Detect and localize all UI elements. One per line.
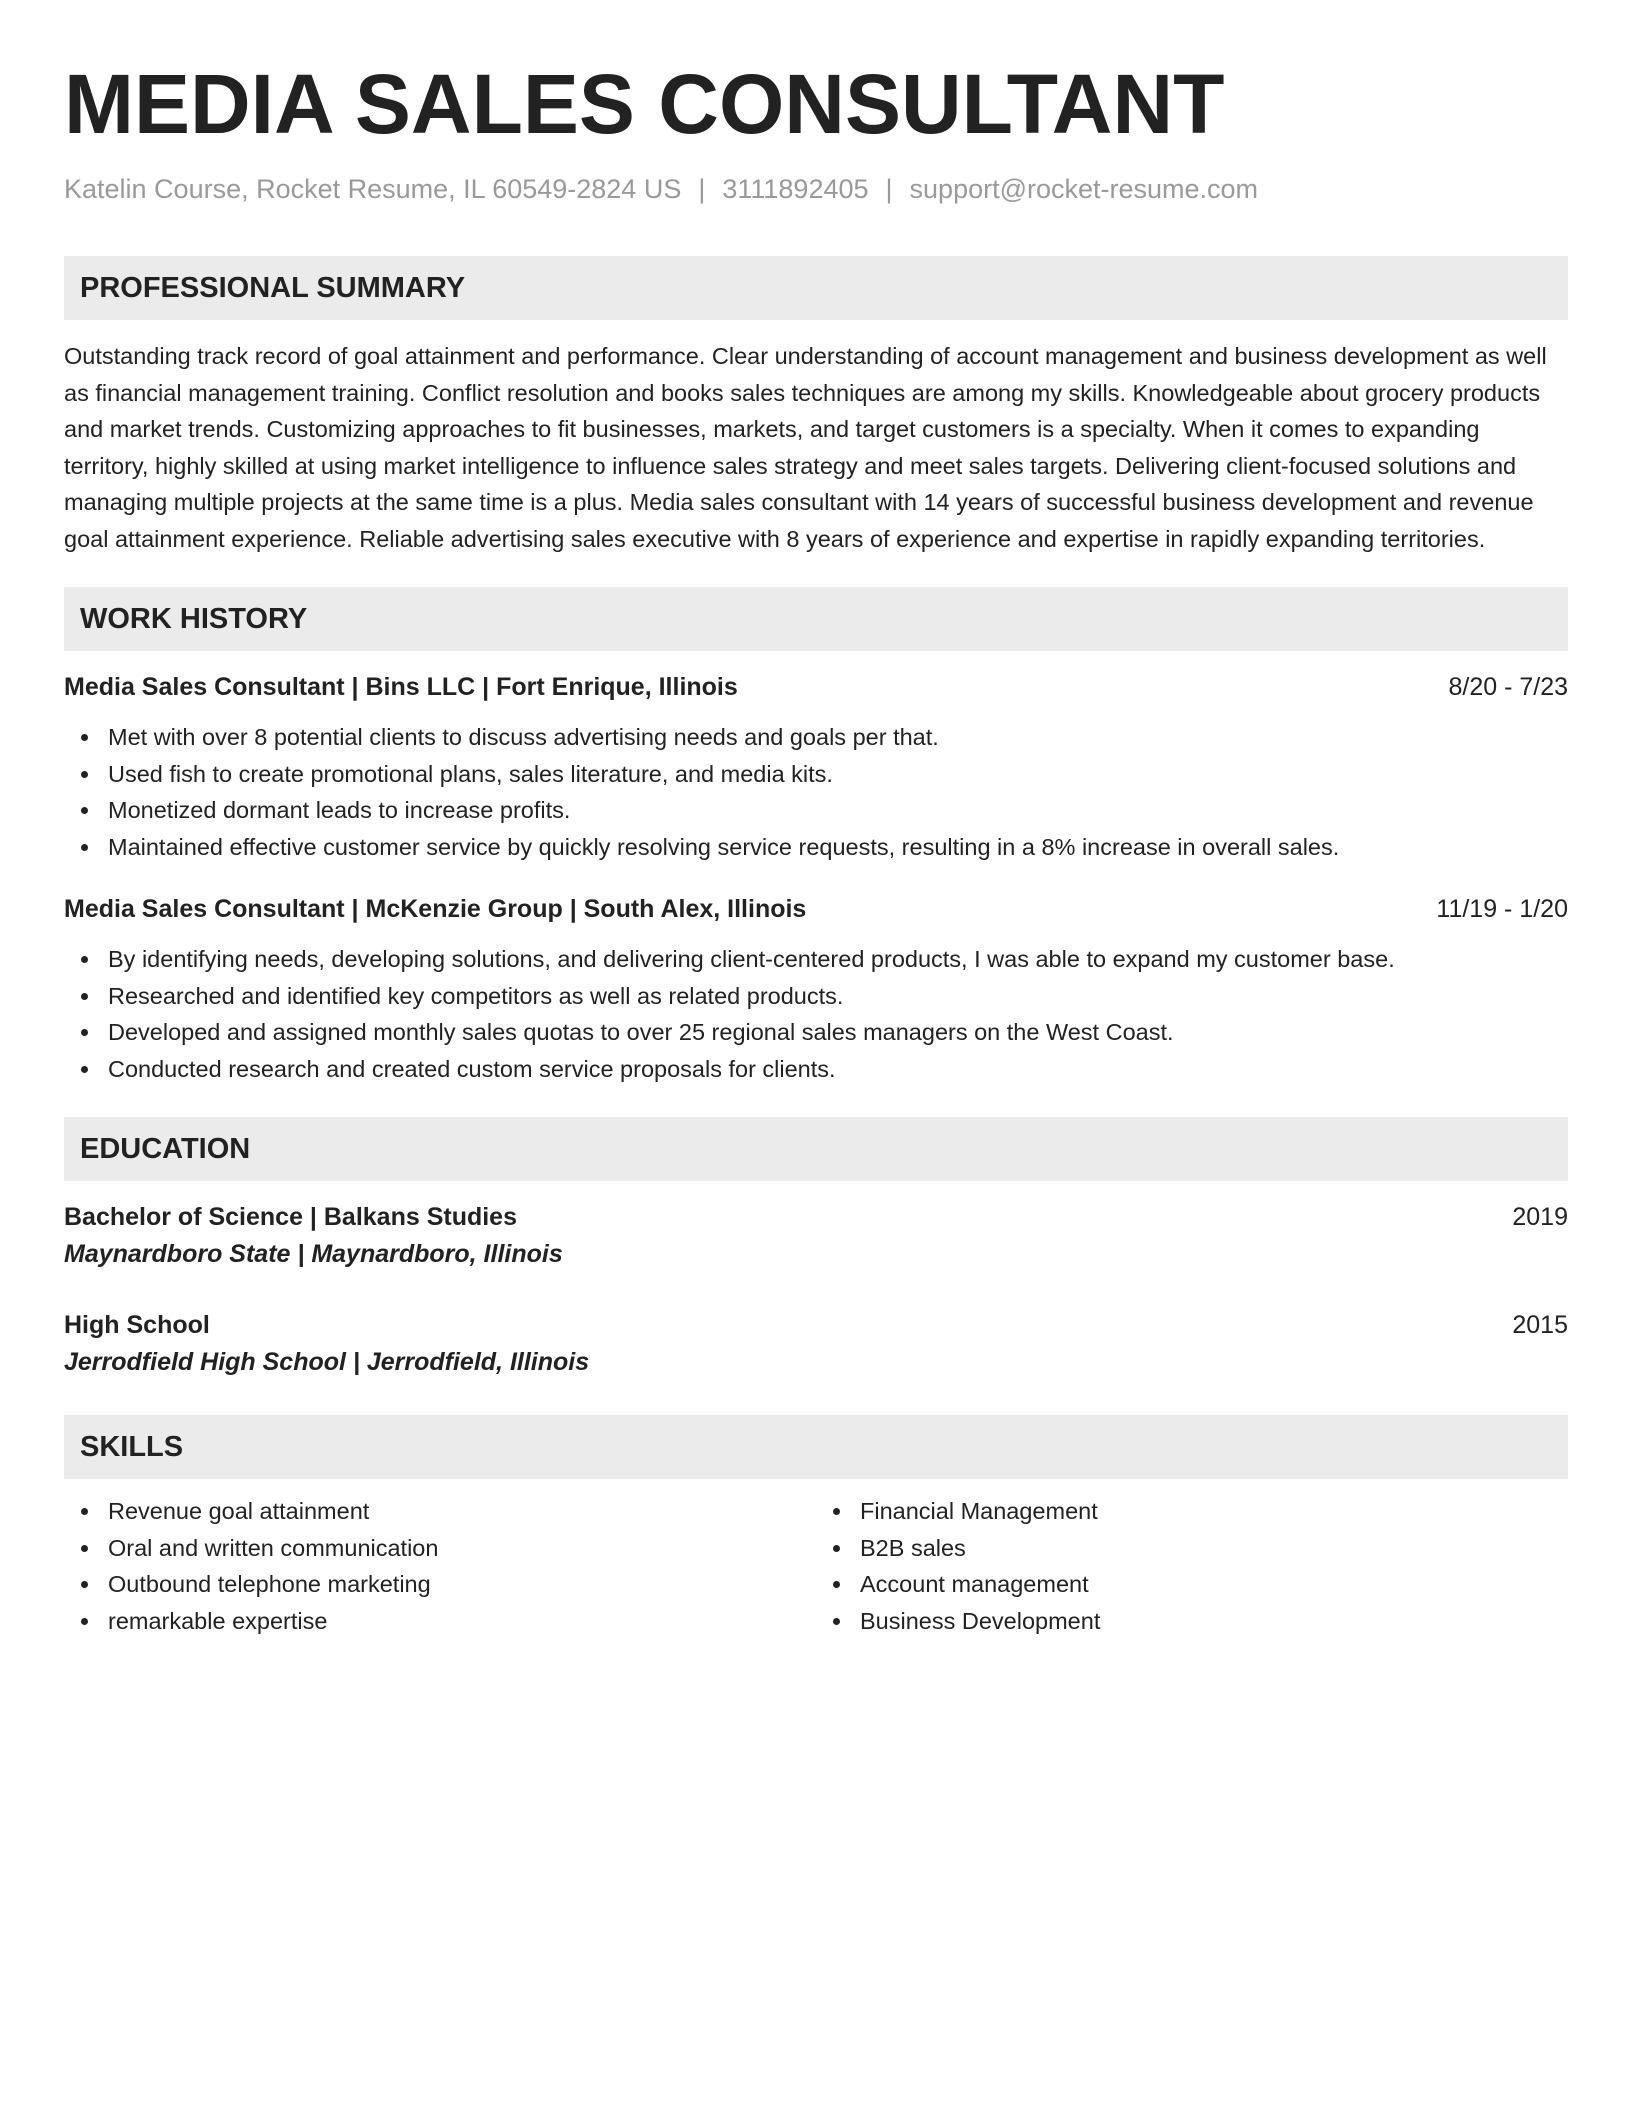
section-header-work-history: WORK HISTORY <box>64 587 1568 651</box>
job-dates: 11/19 - 1/20 <box>1436 895 1568 923</box>
education-school: Jerrodfield High School | Jerrodfield, Illinois <box>64 1348 590 1376</box>
job-entry <box>64 891 1568 1087</box>
job-title: Media Sales Consultant | Bins LLC | Fort Enrique, Illinois <box>64 673 738 701</box>
job-bullets <box>64 941 1568 1087</box>
skill-item: remarkable expertise <box>108 1603 816 1640</box>
job-bullet: Conducted research and created custom service proposals for clients. <box>108 1051 1568 1088</box>
education-year: 2015 <box>1512 1311 1568 1339</box>
job-entry <box>64 669 1568 865</box>
education-entry <box>64 1199 1568 1273</box>
section-header-skills: SKILLS <box>64 1415 1568 1479</box>
skill-item: Business Development <box>860 1603 1568 1640</box>
contact-address: Katelin Course, Rocket Resume, IL 60549-2824 US <box>64 174 682 204</box>
job-bullet: Met with over 8 potential clients to discuss advertising needs and goals per that. <box>108 719 1568 756</box>
contact-phone: 3111892405 <box>722 174 869 204</box>
page-title: MEDIA SALES CONSULTANT <box>64 57 1225 151</box>
job-dates: 8/20 - 7/23 <box>1448 673 1568 701</box>
job-bullet: Developed and assigned monthly sales quotas to over 25 regional sales managers on the West Coast. <box>108 1014 1568 1051</box>
education-year: 2019 <box>1512 1203 1568 1231</box>
skill-item: Account management <box>860 1566 1568 1603</box>
skill-item: Financial Management <box>860 1493 1568 1530</box>
summary-text: Outstanding track record of goal attainment and performance. Clear understanding of account management and business development as well as financial management training. Conflict resolution and books sales techniques are among my skills. Knowledgeable about grocery products and market trends. Customizing approaches to fit businesses, markets, and target customers is a specialty. When it comes to expanding territory, highly skilled at using market intelligence to influence sales strategy and meet sales targets. Delivering client-focused solutions and managing multiple projects at the same time is a plus. Media sales consultant with 14 years of successful business development and revenue goal attainment experience. Reliable advertising sales executive with 8 years of experience and expertise in rapidly expanding territories. <box>64 343 1547 552</box>
job-header <box>64 669 1568 705</box>
skill-item: Revenue goal attainment <box>108 1493 816 1530</box>
skill-item: Oral and written communication <box>108 1530 816 1567</box>
skills-grid <box>64 1493 1568 1639</box>
job-header <box>64 891 1568 927</box>
education-degree: Bachelor of Science | Balkans Studies <box>64 1203 517 1231</box>
job-bullets <box>64 719 1568 865</box>
section-header-education: EDUCATION <box>64 1117 1568 1181</box>
skill-item: B2B sales <box>860 1530 1568 1567</box>
job-bullet: Monetized dormant leads to increase profits. <box>108 792 1568 829</box>
contact-line <box>64 172 1568 206</box>
job-bullet: Used fish to create promotional plans, sales literature, and media kits. <box>108 756 1568 793</box>
contact-separator: | <box>885 174 893 204</box>
contact-email: support@rocket-resume.com <box>909 174 1259 204</box>
section-header-summary: PROFESSIONAL SUMMARY <box>64 256 1568 320</box>
skill-item: Outbound telephone marketing <box>108 1566 816 1603</box>
contact-separator: | <box>698 174 706 204</box>
job-bullet: By identifying needs, developing solutions, and delivering client-centered products, I was able to expand my customer base. <box>108 941 1568 978</box>
skills-column-right <box>816 1493 1568 1639</box>
education-header <box>64 1307 1568 1343</box>
skills-column-left <box>64 1493 816 1639</box>
skills-list <box>64 1493 816 1639</box>
skills-list <box>816 1493 1568 1639</box>
job-title: Media Sales Consultant | McKenzie Group | South Alex, Illinois <box>64 895 807 923</box>
education-school: Maynardboro State | Maynardboro, Illinois <box>64 1240 563 1268</box>
education-header <box>64 1199 1568 1235</box>
education-degree: High School <box>64 1311 210 1339</box>
job-bullet: Researched and identified key competitors as well as related products. <box>108 978 1568 1015</box>
education-entry <box>64 1307 1568 1381</box>
job-bullet: Maintained effective customer service by quickly resolving service requests, resulting in a 8% increase in overall sales. <box>108 829 1568 866</box>
